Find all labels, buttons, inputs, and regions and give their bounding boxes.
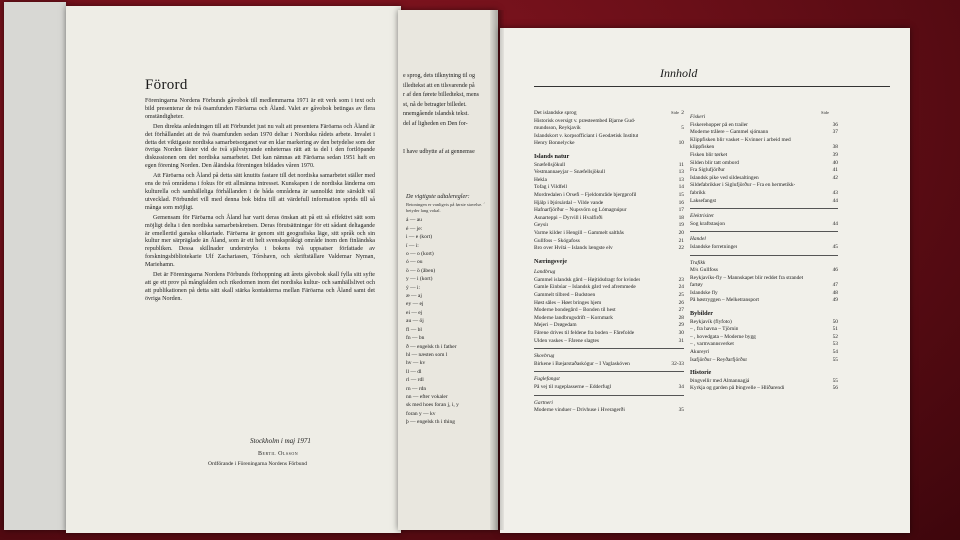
- toc-section-heading: Bybilder: [690, 310, 714, 318]
- toc-entry-page: 20: [678, 229, 684, 236]
- toc-entry: [690, 290, 838, 298]
- toc-section-heading: Historie: [690, 369, 712, 377]
- toc-entry-page: 52: [832, 333, 838, 340]
- toc-entry: [690, 378, 838, 386]
- toc-title: Innhold: [660, 66, 698, 80]
- toc-entry-title: klippfisken: [690, 144, 715, 151]
- toc-entry: [690, 175, 838, 183]
- pronunciation-rule: í — i:: [406, 242, 419, 249]
- toc-entry: [534, 292, 684, 300]
- toc-entry-title: Moderne bondegård – Bonden til hest: [534, 307, 616, 314]
- toc-entry: [534, 230, 684, 238]
- toc-entry-page: 27: [678, 307, 684, 314]
- text-line: st, nå de betragter billedet.: [403, 101, 467, 108]
- toc-entry-title: Reykjavíks-fly – Mannskapet blir reddet fra strandet: [690, 274, 804, 281]
- toc-entry-title: – , varmvannsverket: [690, 341, 734, 348]
- pronunciation-rule: au — öj: [406, 318, 424, 325]
- toc-entry: [690, 152, 838, 160]
- pronunciation-rule: ó — ou: [406, 259, 423, 266]
- toc-entry: [690, 349, 838, 357]
- toc-entry: [534, 207, 684, 215]
- pronunciation-rule: foran y — kv: [406, 410, 436, 417]
- toc-entry-title: – , hovedgata – Moderne bygg: [690, 333, 756, 340]
- toc-entry-title: På vej til rugeplasserne – Edderfugl: [534, 384, 612, 390]
- toc-entry-title: Gammelt tilbred – Budstoen: [534, 292, 596, 299]
- pronunciation-rule: é — je:: [406, 225, 423, 232]
- toc-entry: [534, 384, 684, 392]
- divider: [534, 395, 684, 396]
- toc-entry-page: [835, 275, 838, 283]
- toc-entry-title: Det islandske sprog: [534, 110, 577, 116]
- toc-entry: [534, 284, 684, 292]
- toc-entry-page: 5: [681, 125, 684, 132]
- toc-entry: [534, 322, 684, 330]
- toc-entry-page: 36: [832, 121, 838, 128]
- toc-entry-title: Historisk oversigt v. præsteembed Bjarne Gud-: [534, 117, 636, 124]
- toc-entry: [534, 315, 684, 323]
- toc-entry: [690, 144, 838, 152]
- toc-entry-page: [835, 137, 838, 145]
- toc-entry-page: 21: [678, 237, 684, 244]
- toc-entry-title: Sog kraftstasjon: [690, 220, 725, 227]
- pronunciation-rule: ey — ej: [406, 301, 424, 308]
- divider: [534, 86, 890, 87]
- signature-role: Ordförande i Föreningarna Nordens Förbund: [208, 461, 307, 467]
- toc-entry-page: 14: [678, 184, 684, 191]
- toc-entry: [690, 319, 838, 327]
- toc-entry-page: 50: [832, 318, 838, 325]
- toc-entry-title: Fisken blir tørket: [690, 151, 728, 158]
- toc-entry: [690, 198, 838, 206]
- toc-entry-page: 55: [832, 356, 838, 363]
- toc-entry-title: Fra Siglufjörður: [690, 167, 725, 174]
- toc-entry-title: Akureyri: [690, 349, 710, 356]
- toc-entry-page: 45: [832, 243, 838, 250]
- toc-entry: [534, 110, 684, 118]
- toc-subsection-heading: Fuglefangst: [534, 376, 560, 383]
- text-line: illedtekst att en tilsvarende på: [403, 82, 475, 89]
- signature-name: Bertil Olsson: [258, 451, 299, 457]
- toc-subsection-heading: Skovbrug: [534, 353, 555, 360]
- toc-entry-title: Hafnarfjörður – Nupsvörn og Lómagnúpur: [534, 207, 627, 214]
- toc-entry-page: 44: [832, 197, 838, 204]
- toc-entry-page: 22: [678, 245, 684, 252]
- toc-entry: [690, 334, 838, 342]
- side-column-label: Side: [671, 110, 680, 115]
- toc-entry-title: Mejeri – Drøgedam: [534, 322, 577, 329]
- toc-entry-title: fartøy: [690, 282, 703, 289]
- toc-entry-page: 43: [832, 189, 838, 196]
- pronunciation-title: De vigtigste udtaleregler:: [406, 193, 470, 200]
- divider: [534, 348, 684, 349]
- toc-subsection-heading: Handel: [690, 236, 706, 243]
- toc-entry-page: 28: [678, 314, 684, 321]
- forord-body: [145, 98, 375, 306]
- toc-entry-page: [835, 182, 838, 190]
- toc-entry: [534, 125, 684, 133]
- toc-entry: [534, 407, 684, 415]
- page-title: Förord: [145, 77, 188, 93]
- paragraph: Föreningarna Nordens Förbunds gåvobok till medlemmarna 1971 är ett verk som i text och bild presenterar de två ösamfunden Färöarna och Åland. Valet av gåvobok betingas av flera omständigheter.: [145, 98, 375, 120]
- toc-entry-page: 44: [832, 220, 838, 227]
- pronunciation-rule: ð — engelsk th i father: [406, 343, 457, 350]
- toc-column-left: [534, 110, 684, 415]
- toc-entry: [534, 192, 684, 200]
- toc-entry: [690, 275, 838, 283]
- toc-entry-title: Varme kilder i Hengill – Gammelt saltbås: [534, 229, 624, 236]
- toc-entry-page: 55: [832, 377, 838, 384]
- toc-entry-title: Klippfisken blir vasket – Kvinner i arbeid med: [690, 136, 791, 143]
- text-line: r af den førete billedtekst, mens: [403, 92, 479, 98]
- toc-entry-title: Sildefabrikker i Siglufjörður – Fra en hermetikk-: [690, 182, 796, 189]
- pronunciation-rule: æ — aj: [406, 293, 422, 300]
- toc-section-heading: Islands natur: [534, 152, 570, 160]
- toc-entry: [690, 357, 838, 365]
- pronunciation-rule: fn — bn: [406, 335, 425, 342]
- toc-entry-title: Birkene i Bæjarstaðaskógur – I Vaglaskóven: [534, 360, 630, 367]
- toc-entry-page: 11: [678, 161, 684, 168]
- toc-column-right: [690, 110, 838, 393]
- toc-entry-title: mundsson, Reykjavik: [534, 125, 581, 132]
- toc-entry-page: 34: [678, 384, 684, 390]
- toc-entry: [690, 129, 838, 137]
- toc-entry: [690, 385, 838, 393]
- toc-entry-page: 25: [678, 292, 684, 299]
- toc-entry-page: 54: [832, 349, 838, 356]
- toc-entry: [690, 267, 838, 275]
- toc-entry-title: Ulden vaskes – Fårene slagtes: [534, 337, 599, 344]
- toc-entry-title: Moderne vinduer – Drivhuse i Hveragerði: [534, 407, 625, 414]
- toc-entry: [690, 167, 838, 175]
- toc-subsection-heading: Gartneri: [534, 399, 553, 406]
- toc-entry: [690, 190, 838, 198]
- pronunciation-rule: ll — dl: [406, 368, 422, 375]
- toc-entry-title: Reykjavík (flyfoto): [690, 318, 732, 325]
- pronunciation-rule: i — e (kort): [406, 234, 433, 241]
- toc-entry-page: 39: [832, 151, 838, 158]
- toc-entry-title: Islandske fly: [690, 289, 718, 296]
- text-line: nnemgående islandsk tekst.: [403, 111, 469, 117]
- divider: [690, 231, 838, 232]
- toc-entry-title: Fiskerehopper på en trailer: [690, 121, 748, 128]
- toc-entry-title: Ísafjörður – Reyðarfjörður: [690, 356, 748, 363]
- toc-entry-page: 10: [678, 140, 684, 147]
- toc-entry: [690, 297, 838, 305]
- toc-entry: [690, 326, 838, 334]
- toc-entry-page: 24: [678, 284, 684, 291]
- toc-entry: [534, 245, 684, 253]
- toc-entry: [690, 282, 838, 290]
- toc-entry-page: 48: [832, 289, 838, 296]
- toc-entry-title: Moderne landbrugsdrift – Kornmark: [534, 314, 613, 321]
- pronunciation-rule: ý — i:: [406, 284, 421, 291]
- toc-entry-page: 38: [832, 144, 838, 151]
- toc-entry-title: Moderne trålere – Gammel sjómann: [690, 129, 769, 136]
- pronunciation-rule: ö — ö (åben): [406, 267, 436, 274]
- toc-entry-page: 2: [681, 110, 684, 116]
- toc-entry: [534, 177, 684, 185]
- divider: [690, 208, 838, 209]
- toc-entry-title: Mordredalen i Örsefi – Fjeldområde bjergprofil: [534, 191, 637, 198]
- pronunciation-rule: rn — rdn: [406, 385, 427, 392]
- text-line: del af ligheden en Den for-: [403, 120, 468, 127]
- pronunciation-rule: hl — næsten som l: [406, 351, 448, 358]
- pronunciation-subtitle: Betoningen er vanligvis på første stavelse. ´ betyder lang vokal.: [406, 202, 485, 214]
- toc-entry-title: Fårene drives til feldene fra boden – Fårefolde: [534, 330, 635, 337]
- toc-entry-page: 41: [832, 167, 838, 174]
- toc-entry-page: 37: [832, 129, 838, 136]
- pronunciation-rule: rl — rdl: [406, 377, 424, 384]
- pronunciation-rule: y — i (kort): [406, 276, 433, 283]
- pronunciation-rule: sk med hoes foran j, i, y: [406, 402, 459, 409]
- toc-entry-title: Islandske forretninger: [690, 243, 738, 250]
- toc-entry-page: 16: [678, 199, 684, 206]
- toc-entry-title: Kyrkja og garden på Þingvelle – Hlíðarendi: [690, 385, 785, 392]
- toc-entry-title: M/s Gullfoss: [690, 267, 719, 274]
- pronunciation-rule: fl — bl: [406, 326, 422, 333]
- toc-entry: [534, 118, 684, 126]
- toc-subsection-heading: Trafikk: [690, 259, 706, 266]
- pronunciation-rule: hv — kv: [406, 360, 426, 367]
- toc-entry: [534, 361, 684, 369]
- toc-entry-title: Silden blir tatt ombord: [690, 159, 739, 166]
- toc-section-heading: Næringsveje: [534, 257, 567, 265]
- paragraph: Den direkta anledningen till att Förbundet just nu valt att presentera Färöarna och Åland är det förhållandet att de två ösamfunden sedan 1970 deltar i Nordiska rådets arbete. Invalet i detta det viktigaste nordiska samarbetsorganet var en klar markering av den betydelse som der övriga Norden fäster vid de två självstyrande enheternas rätt att ta del i den fortlöpande diskussionen om det nordiska samarbetet. Det kan nämnas att Färöarna sedan 1951 haft en egen förening Norden. Den åländska föreningen bildades våren 1970.: [145, 123, 375, 170]
- toc-entry-title: – , fra havna – Tjörnin: [690, 326, 739, 333]
- toc-entry: [534, 200, 684, 208]
- previous-page-edge: [4, 2, 66, 530]
- toc-entry-title: På høstryggen – Melketransport: [690, 297, 760, 304]
- toc-entry: [534, 162, 684, 170]
- toc-entry: [690, 137, 838, 145]
- divider: [534, 371, 684, 372]
- toc-entry-page: 26: [678, 299, 684, 306]
- toc-entry-title: Bro over Hvítá – Islands længste elv: [534, 245, 613, 252]
- toc-entry-page: 32-33: [671, 360, 684, 367]
- toc-entry-title: Gamle Einbúar – Islandsk gård ved afremmede: [534, 284, 636, 291]
- toc-entry-page: 18: [678, 214, 684, 221]
- toc-entry-title: Hjálp i Þjórsárdal – Vilde vande: [534, 199, 604, 206]
- toc-entry-title: Tofag i Vildfell: [534, 184, 568, 191]
- toc-entry-page: 13: [678, 176, 684, 183]
- toc-entry: [534, 215, 684, 223]
- pronunciation-rule: nn — efter vokaler: [406, 393, 448, 400]
- middle-note: I have udbytte af at gennemse: [403, 149, 475, 155]
- toc-entry-title: Hekla: [534, 176, 547, 183]
- toc-entry: [534, 222, 684, 230]
- toc-entry-title: Gammel islandsk gård – Højtidsdragt for kvinder: [534, 276, 641, 283]
- toc-entry-page: [681, 118, 684, 126]
- toc-entry: [534, 277, 684, 285]
- divider: [690, 255, 838, 256]
- middle-text: [403, 72, 495, 129]
- toc-entry: [690, 221, 838, 229]
- text-line: e sprog, dets tilknytning til og: [403, 73, 475, 79]
- toc-entry: [534, 238, 684, 246]
- pronunciation-rule: o — o (kort): [406, 251, 434, 258]
- paragraph: Att Färöarna och Åland på detta sätt knutits fastare till det nordiska samarbetet ställer med ens de två områdena i fokus för ett allmänna intresset. Kunskapen i de nordiska länderna om kulturella och samhälleliga förhållanden i de båda områdena är sannolikt inte särskilt väl utvecklad. Förbundet vill med denna bok bidra till att värdefull information sprids till så många som möjligt.: [145, 173, 375, 211]
- toc-entry-title: Vestmannaeyjar – Snæfellsjökull: [534, 169, 605, 176]
- paragraph: Det är Föreningarna Nordens Förbunds förhoppning att årets gåvobok skall fylla sitt syfte att ge ett prov på mångfalden och rikedomen inom det nordiska kultur- och samhällslivet och att publikationen på detta sätt skall stärka kontakterna mellan Färöarna och Åland samt det övriga Norden.: [145, 272, 375, 302]
- toc-entry-page: 53: [832, 341, 838, 348]
- toc-entry: [534, 184, 684, 192]
- toc-entry-page: 30: [678, 330, 684, 337]
- paragraph: Gemensam för Färöarna och Åland har varit deras önskan att på ett så effektivt sätt som möjligt delta i den nordiska samarbetskretsen. Deras förutsättningar för ett sådant deltagande är emellertid ganska olikartade. Färöarna är genom sitt geografiska läge, sitt språk och sin kultur mer särpräglade än Åland, som är ett helt svenskspråkigt område inom den finländska republiken. Dessa skillnader understryks i bokens två uppsatser författade av forskningsbibliotekarie Ulf Zachariasen, Tórshavn, och skriftställare Valdemar Nyman, Mariehamn.: [145, 214, 375, 269]
- toc-entry-page: 51: [832, 326, 838, 333]
- pronunciation-rule: ei — ej: [406, 309, 423, 316]
- toc-entry-page: 46: [832, 267, 838, 274]
- toc-entry-page: 23: [678, 276, 684, 283]
- toc-entry: [690, 341, 838, 349]
- toc-entry-page: 31: [678, 337, 684, 344]
- toc-entry: [690, 122, 838, 130]
- toc-entry: [534, 338, 684, 346]
- toc-entry-page: 17: [678, 207, 684, 214]
- toc-entry: [534, 169, 684, 177]
- toc-entry: [534, 300, 684, 308]
- toc-entry-page: [681, 133, 684, 141]
- toc-subsection-heading: Fiskeri: [690, 114, 706, 120]
- toc-entry: [690, 160, 838, 168]
- toc-entry-title: Laksefangst: [690, 197, 717, 204]
- toc-entry: [534, 307, 684, 315]
- signature-place-date: Stockholm i maj 1971: [250, 437, 311, 445]
- toc-entry: [690, 182, 838, 190]
- toc-entry-page: 47: [832, 282, 838, 289]
- toc-subsection-heading: Elektrisitet: [690, 213, 714, 220]
- side-column-label: Side: [821, 110, 830, 115]
- toc-entry-title: fabrikk: [690, 189, 706, 196]
- toc-entry-page: 29: [678, 322, 684, 329]
- toc-entry-page: 40: [832, 159, 838, 166]
- toc-entry-title: Islandskort v. korpsofficiant i Geodætisk Institut: [534, 132, 639, 139]
- toc-entry-title: Snæfellsjökull: [534, 161, 566, 168]
- toc-entry-page: 15: [678, 191, 684, 198]
- toc-entry-page: 56: [832, 385, 838, 392]
- pronunciation-rule: á — au: [406, 217, 422, 224]
- pronunciation-box: [406, 193, 492, 427]
- pronunciation-list: [406, 216, 492, 426]
- toc-entry-title: Henry Bonnelycke: [534, 140, 575, 147]
- toc-entry: [534, 133, 684, 141]
- toc-entry-page: 42: [832, 174, 838, 181]
- toc-entry-title: Þingvellir med Almannagjá: [690, 377, 750, 384]
- toc-entry-title: Gullfoss – Skógafoss: [534, 237, 580, 244]
- toc-entry-title: Høst såles – Høet bringes hjem: [534, 299, 602, 306]
- toc-entry-page: 13: [678, 169, 684, 176]
- toc-entry-title: Islandsk pike ved sildesaltingen: [690, 174, 759, 181]
- toc-entry: [534, 330, 684, 338]
- toc-entry: [690, 244, 838, 252]
- toc-entry: [534, 140, 684, 148]
- toc-subsection-heading: Landbrug: [534, 269, 556, 276]
- toc-entry-page: 19: [678, 222, 684, 229]
- toc-entry-page: 49: [832, 297, 838, 304]
- toc-entry-page: 35: [678, 407, 684, 414]
- pronunciation-rule: þ — engelsk th i thing: [406, 419, 456, 426]
- toc-entry-title: Ásnarteppi – Dyrvill i Hvalfirði: [534, 214, 603, 221]
- toc-entry-title: Geysir: [534, 222, 549, 229]
